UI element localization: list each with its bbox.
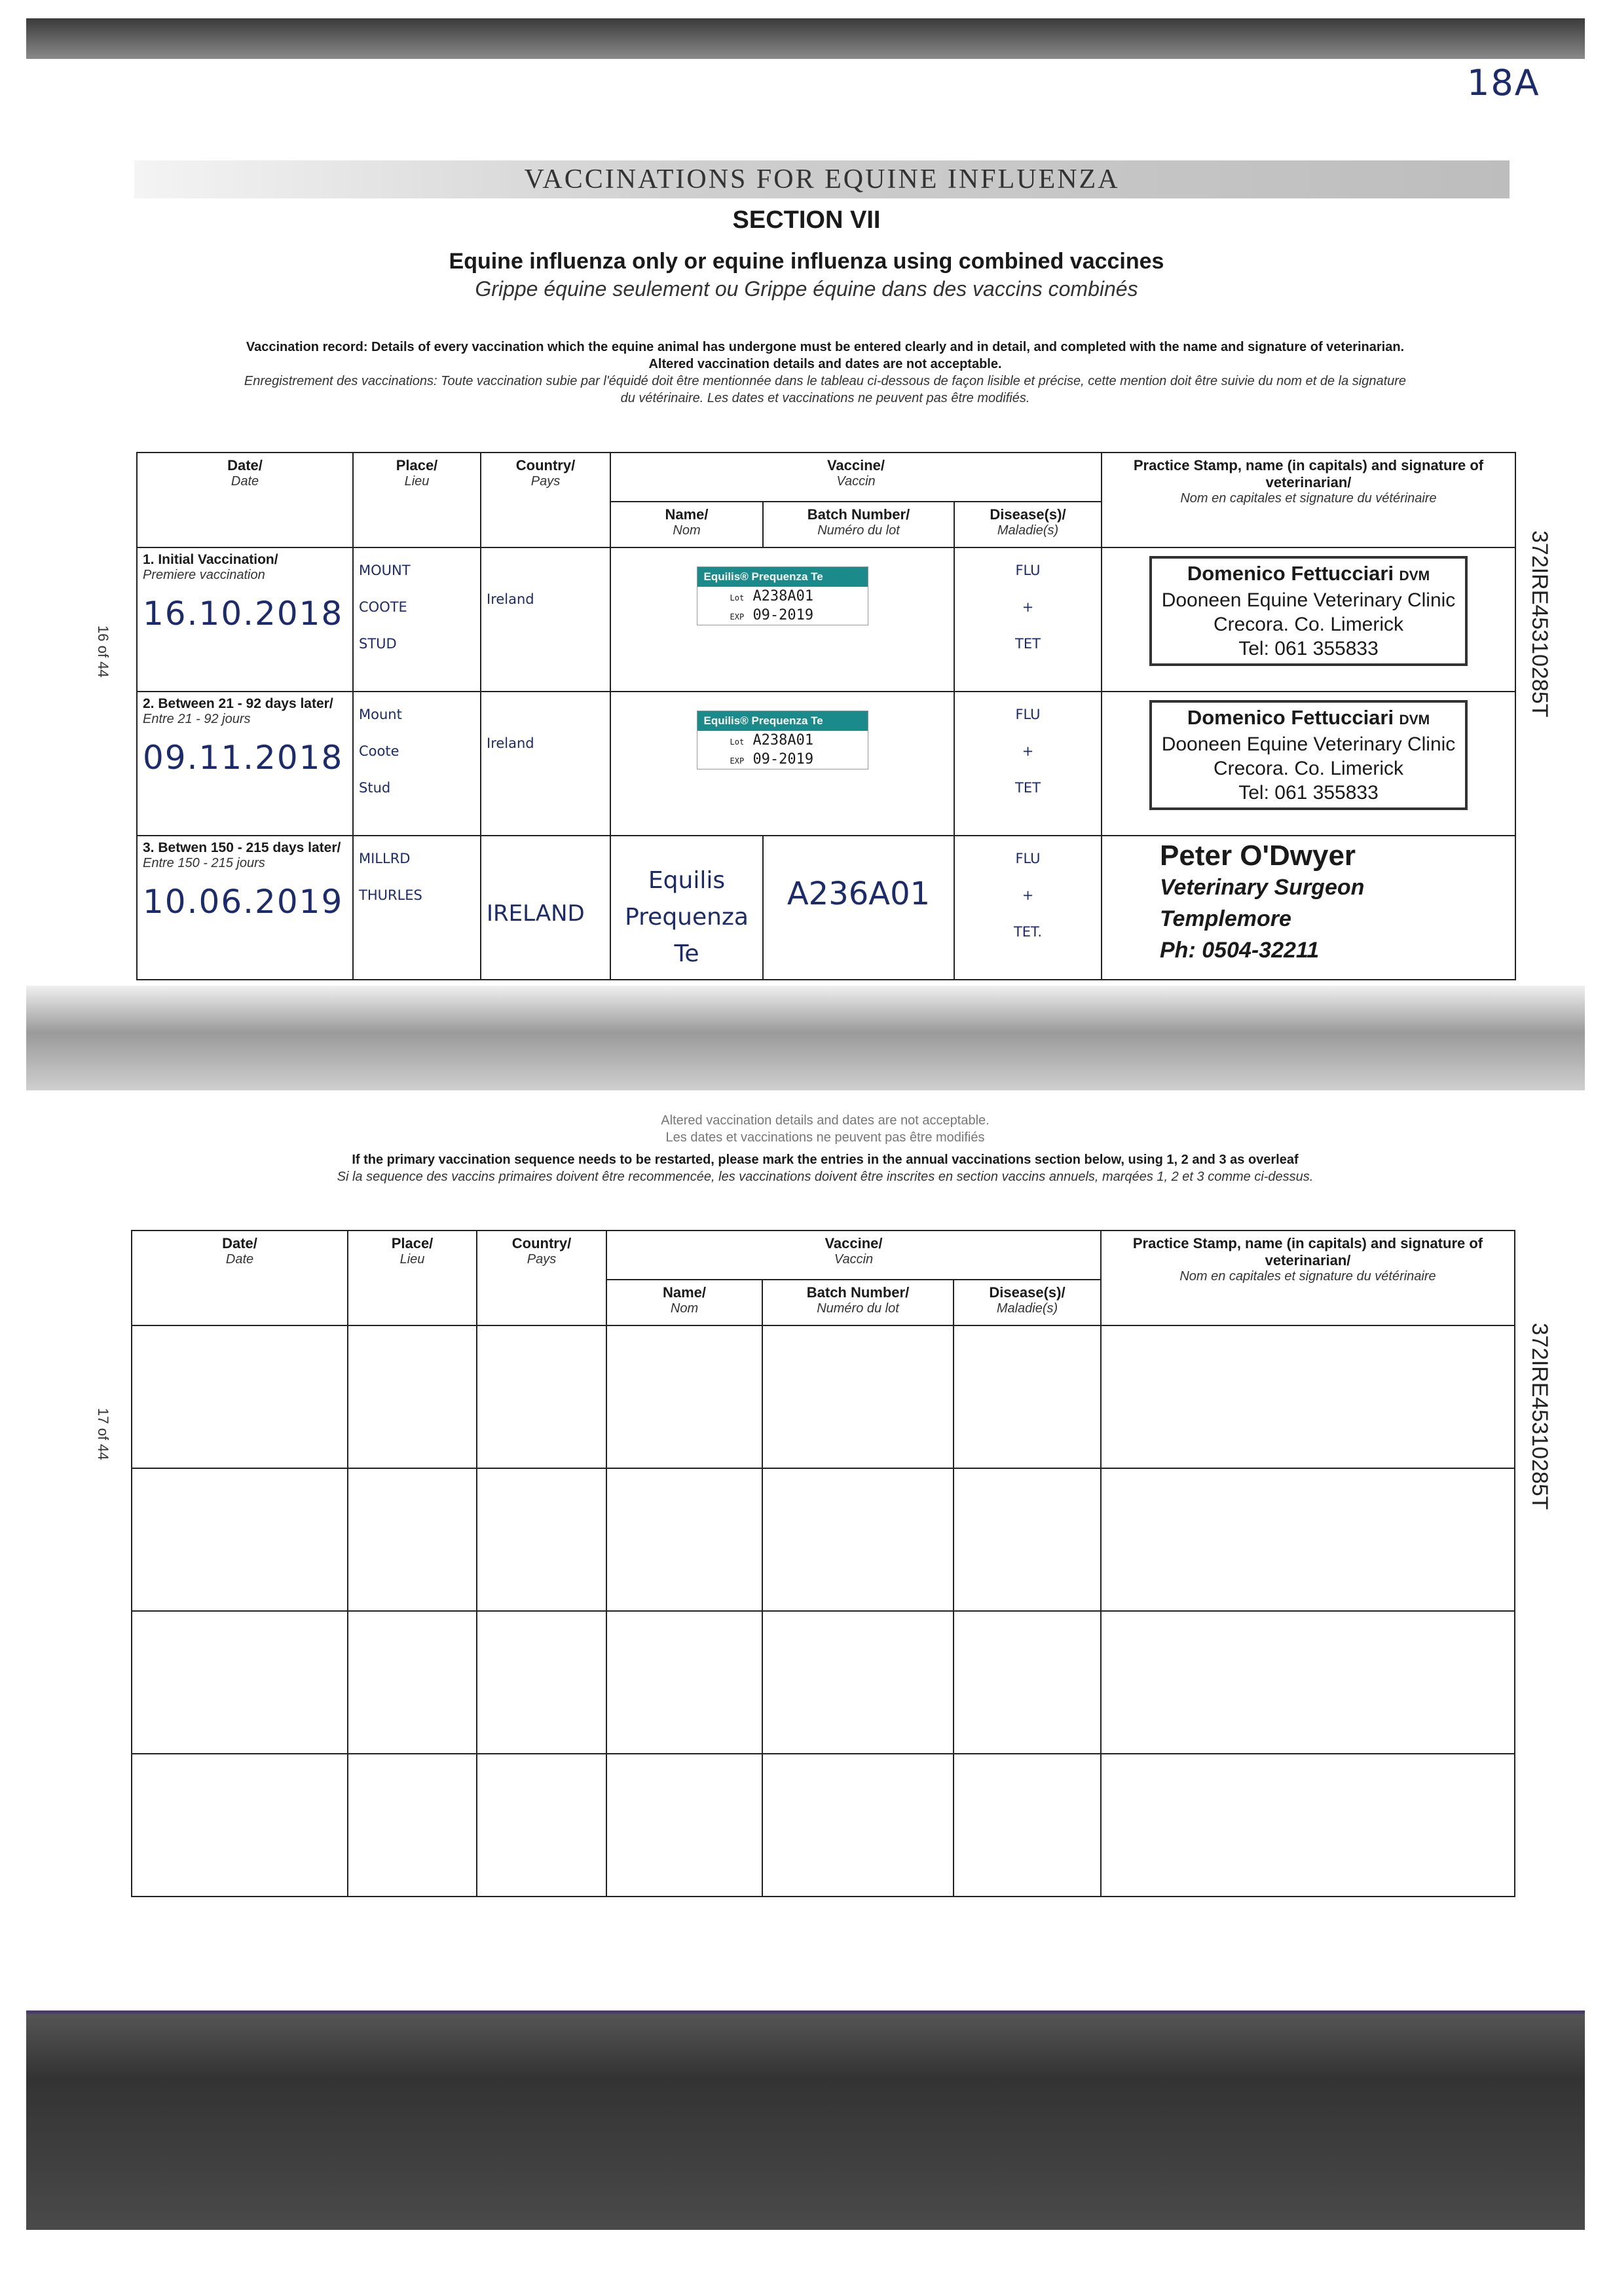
subtitle-fr: Grippe équine seulement ou Grippe équine dans des vaccins combinés [475, 277, 1138, 301]
vaccine-name-cell: Equilis Prequenza Te [610, 836, 763, 980]
header-date: Date/ Date [132, 1231, 348, 1325]
vet-stamp: Domenico Fettucciari DVM Dooneen Equine Veterinary Clinic Crecora. Co. Limerick Tel: 061 355833 [1102, 692, 1515, 836]
side-id-bottom: 372IRE45310285T [1527, 1323, 1552, 1510]
record-instruction-fr-2: du vétérinaire. Les dates et vaccinations ne peuvent pas être modifiés. [620, 391, 1030, 405]
place-cell: Mount Coote Stud [353, 692, 481, 836]
scan-fold-shadow [26, 986, 1585, 1090]
vaccination-date: 16.10.2018 [143, 595, 344, 633]
header-disease: Disease(s)/ Maladie(s) [954, 502, 1102, 547]
vaccination-date: 10.06.2019 [143, 883, 344, 921]
header-place: Place/ Lieu [353, 453, 481, 547]
lower-faint-note-fr: Les dates et vaccinations ne peuvent pas être modifiés [665, 1130, 985, 1145]
vaccine-sticker: Equilis® Prequenza Te Lot A238A01 EXP 09-2019 [610, 692, 954, 836]
restart-instruction-fr: Si la sequence des vaccins primaires doivent être recommencée, les vaccinations doivent être inscrites en section vaccins annuels, marqées 1, 2 et 3 comme ci-dessus. [337, 1170, 1314, 1184]
vaccine-sticker: Equilis® Prequenza Te Lot A238A01 EXP 09-2019 [610, 547, 954, 692]
header-stamp: Practice Stamp, name (in capitals) and signature of veterinarian/ Nom en capitales et signature du vétérinaire [1101, 1231, 1515, 1325]
disease-cell: FLU + TET [954, 547, 1102, 692]
country-cell: Ireland [481, 692, 610, 836]
header-stamp: Practice Stamp, name (in capitals) and signature of veterinarian/ Nom en capitales et signature du vétérinaire [1102, 453, 1515, 547]
table-row-empty [132, 1611, 1515, 1754]
scan-bottom-shadow [26, 2014, 1585, 2230]
country-cell: IRELAND [481, 836, 610, 980]
disease-cell: FLU + TET [954, 692, 1102, 836]
page-number-17: 17 of 44 [95, 1408, 111, 1460]
table-row-empty [132, 1754, 1515, 1897]
header-name: Name/ Nom [610, 502, 763, 547]
header-batch: Batch Number/ Numéro du lot [762, 1280, 954, 1325]
row-label: 3. Betwen 150 - 215 days later/ Entre 150 - 215 jours 10.06.2019 [137, 836, 353, 980]
row-label: 1. Initial Vaccination/ Premiere vaccination 16.10.2018 [137, 547, 353, 692]
header-country: Country/ Pays [481, 453, 610, 547]
country-cell: Ireland [481, 547, 610, 692]
page-tag: 18A [1467, 62, 1540, 103]
table-row [137, 836, 1515, 980]
table-row [137, 547, 1515, 692]
restart-instruction-en: If the primary vaccination sequence needs to be restarted, please mark the entries in the annual vaccinations section below, using 1, 2 and 3 as overleaf [352, 1153, 1299, 1167]
page-number-16: 16 of 44 [95, 625, 111, 678]
vaccination-date: 09.11.2018 [143, 739, 344, 777]
scan-right-margin [1587, 0, 1613, 2296]
row-label: 2. Between 21 - 92 days later/ Entre 21 - 92 jours 09.11.2018 [137, 692, 353, 836]
table-row-empty [132, 1468, 1515, 1611]
header-date: Date/ Date [137, 453, 353, 547]
vaccination-table-annual [131, 1230, 1515, 1897]
lower-faint-note-en: Altered vaccination details and dates are not acceptable. [661, 1113, 990, 1128]
place-cell: MILLRD THURLES [353, 836, 481, 980]
vet-stamp: Peter O'Dwyer Veterinary Surgeon Templemore Ph: 0504-32211 [1102, 836, 1515, 980]
disease-cell: FLU + TET. [954, 836, 1102, 980]
record-instruction-en-2: Altered vaccination details and dates are not acceptable. [648, 357, 1002, 371]
table-row-empty [132, 1325, 1515, 1468]
header-vaccine: Vaccine/ Vaccin [610, 453, 1102, 502]
place-cell: MOUNT COOTE STUD [353, 547, 481, 692]
header-vaccine: Vaccine/ Vaccin [606, 1231, 1101, 1280]
section-number: SECTION VII [732, 206, 881, 234]
table-row [137, 692, 1515, 836]
record-instruction-fr: Enregistrement des vaccinations: Toute vaccination subie par l'équidé doit être mentionnée dans le tableau ci-dessous de façon lisible et précise, cette mention doit être suivie du nom et de la signature [244, 374, 1407, 388]
header-disease: Disease(s)/ Maladie(s) [954, 1280, 1101, 1325]
header-name: Name/ Nom [606, 1280, 762, 1325]
header-place: Place/ Lieu [348, 1231, 477, 1325]
side-id-top: 372IRE45310285T [1527, 530, 1552, 718]
scan-top-shadow [26, 18, 1585, 59]
record-instruction-en: Vaccination record: Details of every vaccination which the equine animal has undergone must be entered clearly and in detail, and completed with the name and signature of veterinarian. [246, 340, 1405, 354]
header-country: Country/ Pays [477, 1231, 606, 1325]
batch-cell: A236A01 [763, 836, 954, 980]
subtitle-en: Equine influenza only or equine influenza using combined vaccines [449, 249, 1164, 274]
band-title: VACCINATIONS FOR EQUINE INFLUENZA [524, 164, 1120, 194]
header-batch: Batch Number/ Numéro du lot [763, 502, 954, 547]
vaccination-table-primary [136, 452, 1516, 980]
vet-stamp: Domenico Fettucciari DVM Dooneen Equine Veterinary Clinic Crecora. Co. Limerick Tel: 061 355833 [1102, 547, 1515, 692]
section-band [134, 160, 1510, 198]
